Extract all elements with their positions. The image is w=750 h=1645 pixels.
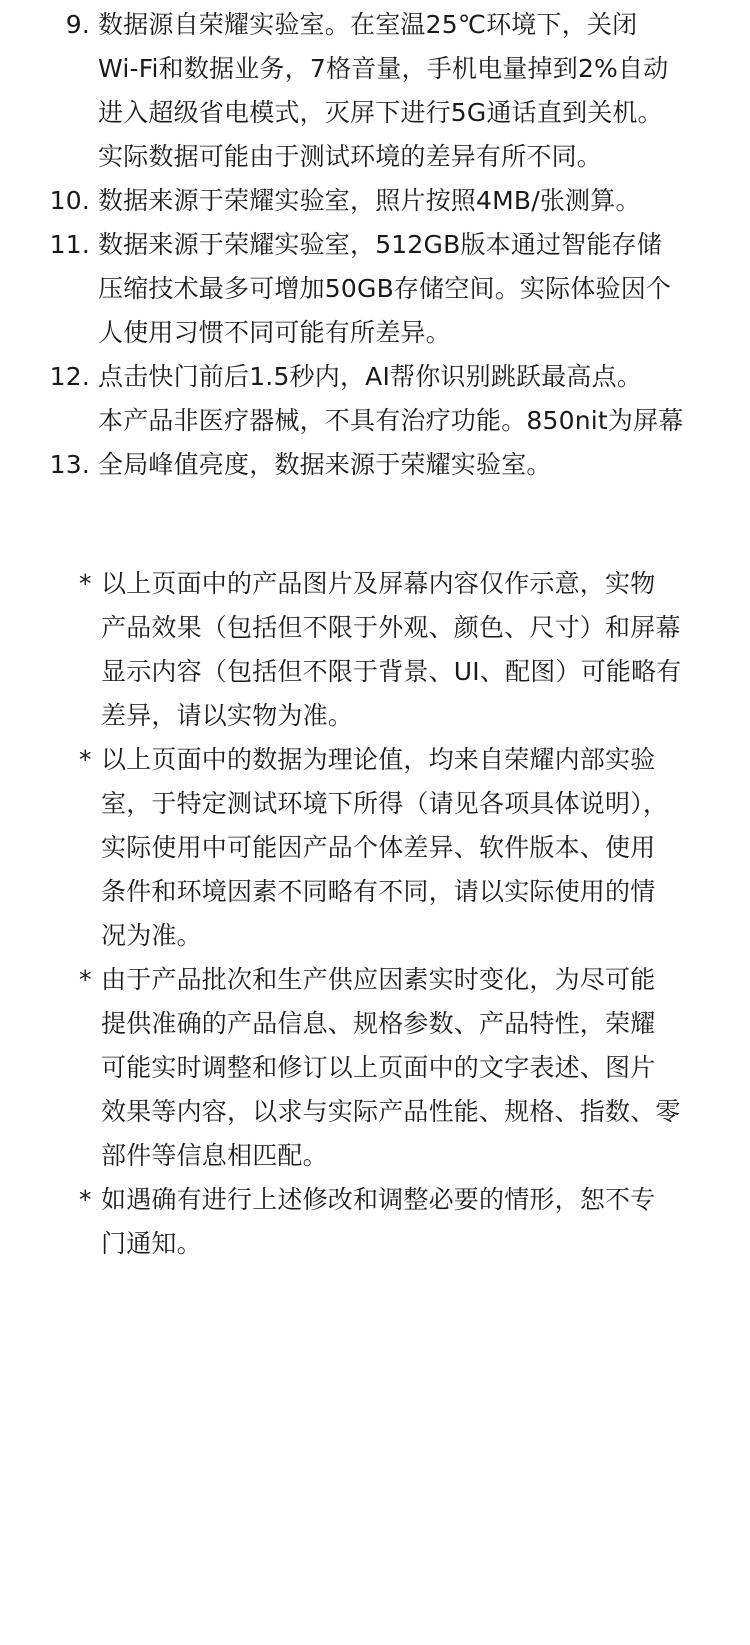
note-line: 压缩技术最多可增加50GB存储空间。实际体验因个	[98, 274, 672, 303]
note-line: 进入超级省电模式，灭屏下进行5G通话直到关机。	[98, 98, 663, 127]
disclaimer-line: 部件等信息相匹配。	[101, 1141, 328, 1170]
note-line: 数据来源于荣耀实验室，512GB版本通过智能存储	[98, 230, 663, 259]
disclaimer-line: 显示内容（包括但不限于背景、UI、配图）可能略有	[101, 657, 682, 686]
disclaimer-item	[0, 738, 750, 958]
numbered-notes-list	[0, 0, 750, 487]
disclaimer-line: 况为准。	[101, 921, 202, 950]
asterisk-mark: *	[79, 965, 92, 994]
disclaimer-line: 以上页面中的产品图片及屏幕内容仅作示意，实物	[101, 569, 656, 598]
disclaimer-line: 产品效果（包括但不限于外观、颜色、尺寸）和屏幕	[101, 613, 681, 642]
disclaimer-line: 室，于特定测试环境下所得（请见各项具体说明），	[101, 789, 669, 818]
note-line: 数据源自荣耀实验室。在室温25℃环境下，关闭	[98, 10, 638, 39]
asterisk-mark: *	[79, 745, 92, 774]
note-number: 12.	[49, 362, 90, 391]
asterisk-mark: *	[79, 569, 92, 598]
note-line: 全局峰值亮度，数据来源于荣耀实验室。	[98, 450, 552, 479]
disclaimer-line: 实际使用中可能因产品个体差异、软件版本、使用	[101, 833, 656, 862]
disclaimer-line: 以上页面中的数据为理论值，均来自荣耀内部实验	[101, 745, 656, 774]
note-line: 人使用习惯不同可能有所差异。	[98, 318, 451, 347]
disclaimer-line: 提供准确的产品信息、规格参数、产品特性，荣耀	[101, 1009, 656, 1038]
note-number: 13.	[49, 450, 90, 479]
note-9	[0, 3, 750, 179]
note-11	[0, 223, 750, 355]
note-number: 11.	[49, 230, 90, 259]
note-line: Wi-Fi和数据业务，7格音量，手机电量掉到2%自动	[98, 54, 669, 83]
note-number: 10.	[49, 186, 90, 215]
note-10	[0, 179, 750, 223]
disclaimer-item	[0, 562, 750, 738]
disclaimer-line: 效果等内容，以求与实际产品性能、规格、指数、零	[101, 1097, 681, 1126]
disclaimer-item	[0, 1178, 750, 1266]
disclaimer-line: 可能实时调整和修订以上页面中的文字表述、图片	[101, 1053, 656, 1082]
disclaimer-line: 由于产品批次和生产供应因素实时变化，为尽可能	[101, 965, 656, 994]
note-line: 数据来源于荣耀实验室，照片按照4MB/张测算。	[98, 186, 641, 215]
disclaimer-line: 条件和环境因素不同略有不同，请以实际使用的情	[101, 877, 656, 906]
disclaimer-item	[0, 958, 750, 1178]
note-number: 9.	[65, 10, 90, 39]
note-12	[0, 355, 750, 443]
note-13	[0, 443, 750, 487]
disclaimer-line: 如遇确有进行上述修改和调整必要的情形，恕不专	[101, 1185, 656, 1214]
disclaimer-line: 差异，请以实物为准。	[101, 701, 354, 730]
disclaimer-line: 门通知。	[101, 1229, 202, 1258]
note-line: 实际数据可能由于测试环境的差异有所不同。	[98, 142, 603, 171]
note-line: 本产品非医疗器械，不具有治疗功能。850nit为屏幕	[98, 406, 684, 435]
note-line: 点击快门前后1.5秒内，AI帮你识别跳跃最高点。	[98, 362, 643, 391]
disclaimer-list	[0, 562, 750, 1266]
asterisk-mark: *	[79, 1185, 92, 1214]
